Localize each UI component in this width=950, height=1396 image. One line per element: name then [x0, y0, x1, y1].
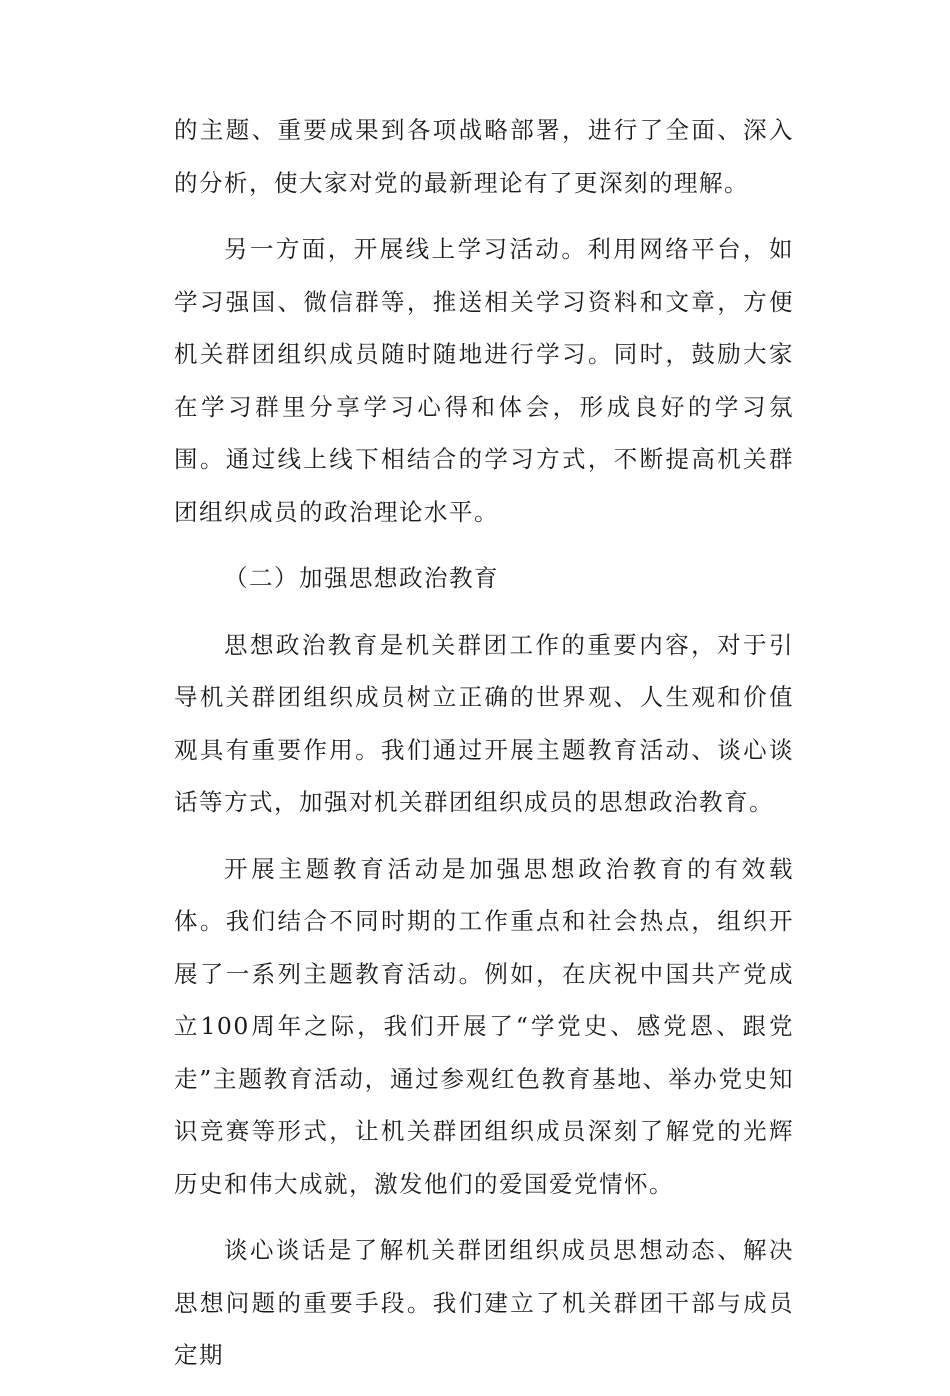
paragraph-ideological-education-intro: 思想政治教育是机关群团工作的重要内容，对于引导机关群团组织成员树立正确的世界观、人生观和价值观具有重要作用。我们通过开展主题教育活动、谈心谈话等方式，加强对机关群团组织成员的思想政治教育。: [174, 630, 794, 816]
paragraph-continuation: 的主题、重要成果到各项战略部署，进行了全面、深入的分析，使大家对党的最新理论有了更深刻的理解。: [174, 116, 794, 197]
paragraph-heart-to-heart-talks: 谈心谈话是了解机关群团组织成员思想动态、解决思想问题的重要手段。我们建立了机关群团干部与成员定期: [174, 1236, 794, 1369]
paragraph-online-learning: 另一方面，开展线上学习活动。利用网络平台，如学习强国、微信群等，推送相关学习资料和文章，方便机关群团组织成员随时随地进行学习。同时，鼓励大家在学习群里分享学习心得和体会，形成良好的学习氛围。通过线上线下相结合的学习方式，不断提高机关群团组织成员的政治理论水平。: [174, 235, 794, 526]
section-heading-ideological-education: （二）加强思想政治教育: [224, 564, 499, 592]
paragraph-theme-education-activities: 开展主题教育活动是加强思想政治教育的有效载体。我们结合不同时期的工作重点和社会热点，组织开展了一系列主题教育活动。例如，在庆祝中国共产党成立100周年之际，我们开展了“学党史、感党恩、跟党走”主题教育活动，通过参观红色教育基地、举办党史知识竞赛等形式，让机关群团组织成员深刻了解党的光辉历史和伟大成就，激发他们的爱国爱党情怀。: [174, 854, 794, 1198]
document-body: [174, 104, 794, 1396]
